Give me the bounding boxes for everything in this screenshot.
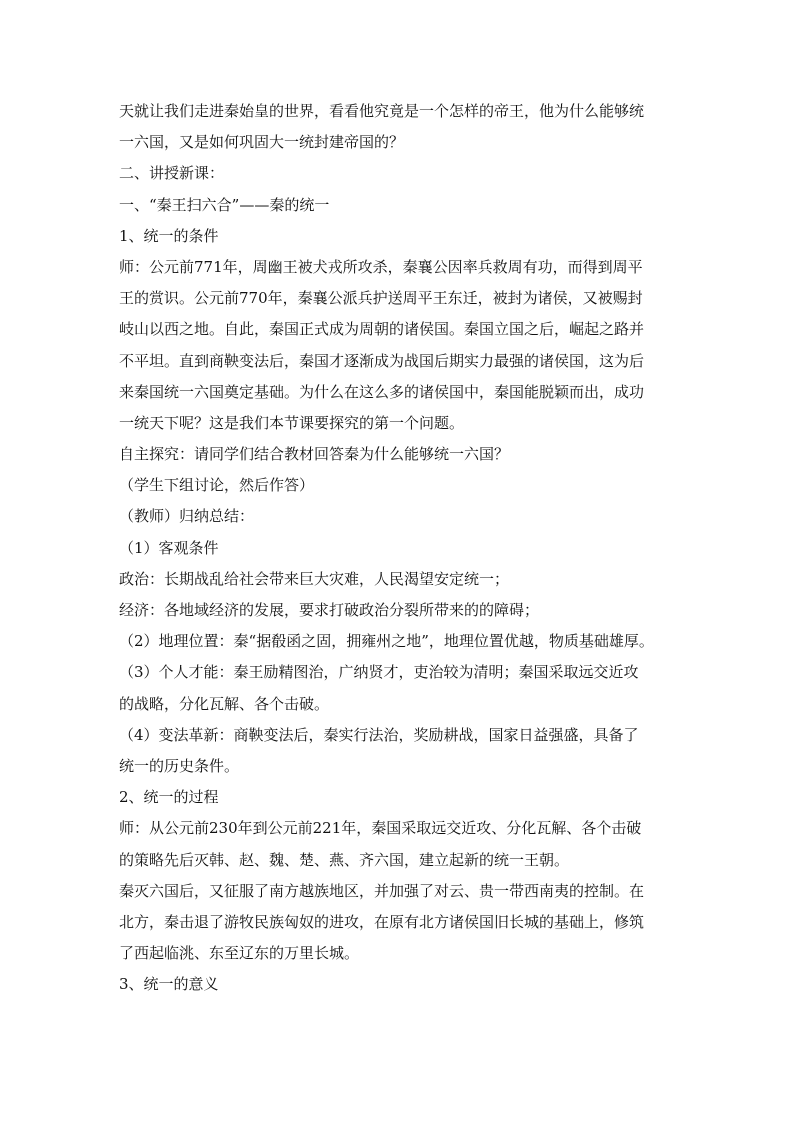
text-line: 3、统一的意义	[119, 975, 219, 994]
text-line: （2）地理位置：秦“据殽函之固，拥雍州之地”，地理位置优越，物质基础雄厚。	[119, 632, 654, 651]
text-line: （学生下组讨论，然后作答）	[119, 476, 315, 495]
text-line: 的战略，分化瓦解、各个击破。	[119, 694, 330, 713]
text-line: 自主探究：请同学们结合教材回答秦为什么能够统一六国？	[119, 445, 510, 464]
text-line: 岐山以西之地。自此，秦国正式成为周朝的诸侯国。秦国立国之后，崛起之路并	[119, 320, 645, 339]
text-line: 不平坦。直到商鞅变法后，秦国才逐渐成为战国后期实力最强的诸侯国，这为后	[119, 351, 645, 370]
text-line: 师：公元前771年，周幽王被犬戎所攻杀，秦襄公因率兵救周有功，而得到周平	[119, 257, 643, 276]
text-line: 天就让我们走进秦始皇的世界，看看他究竟是一个怎样的帝王，他为什么能够统	[119, 102, 645, 120]
text-line: 统一的历史条件。	[119, 756, 240, 775]
text-line: 2、统一的过程	[119, 788, 219, 807]
text-line: 一六国，又是如何巩固大一统封建帝国的？	[119, 133, 405, 152]
text-line: 王的赏识。公元前770年，秦襄公派兵护送周平王东迁，被封为诸侯，又被赐封	[119, 289, 643, 308]
text-line: 二、讲授新课：	[119, 164, 225, 183]
text-line: 的策略先后灭韩、赵、魏、楚、燕、齐六国，建立起新的统一王朝。	[119, 850, 570, 869]
text-line: （4）变法革新：商鞅变法后，秦实行法治，奖励耕战，国家日益强盛，具备了	[119, 725, 639, 744]
text-line: （1）客观条件	[119, 538, 219, 557]
text-line: 一、“秦王扫六合”——秦的统一	[119, 195, 330, 214]
text-line: 北方，秦击退了游牧民族匈奴的进攻，在原有北方诸侯国旧长城的基础上，修筑	[119, 912, 645, 931]
document-body	[119, 96, 685, 1000]
text-line: 师：从公元前230年到公元前221年，秦国采取远交近攻、分化瓦解、各个击破	[119, 819, 642, 838]
text-line: 经济：各地域经济的发展，要求打破政治分裂所带来的的障碍；	[119, 601, 540, 619]
text-line: 1、统一的条件	[119, 226, 219, 245]
text-line: 来秦国统一六国奠定基础。为什么在这么多的诸侯国中，秦国能脱颖而出，成功	[119, 382, 645, 401]
text-line: 秦灭六国后，又征服了南方越族地区，并加强了对云、贵一带西南夷的控制。在	[119, 881, 645, 900]
text-line: （3）个人才能：秦王励精图治，广纳贤才，吏治较为清明；秦国采取远交近攻	[119, 663, 639, 682]
text-line: 了西起临洮、东至辽东的万里长城。	[119, 944, 360, 963]
text-line: 政治：长期战乱给社会带来巨大灾难，人民渴望安定统一；	[119, 569, 510, 588]
text-line: （教师）归纳总结：	[119, 507, 255, 526]
text-line: 一统天下呢？这是我们本节课要探究的第一个问题。	[119, 413, 465, 432]
